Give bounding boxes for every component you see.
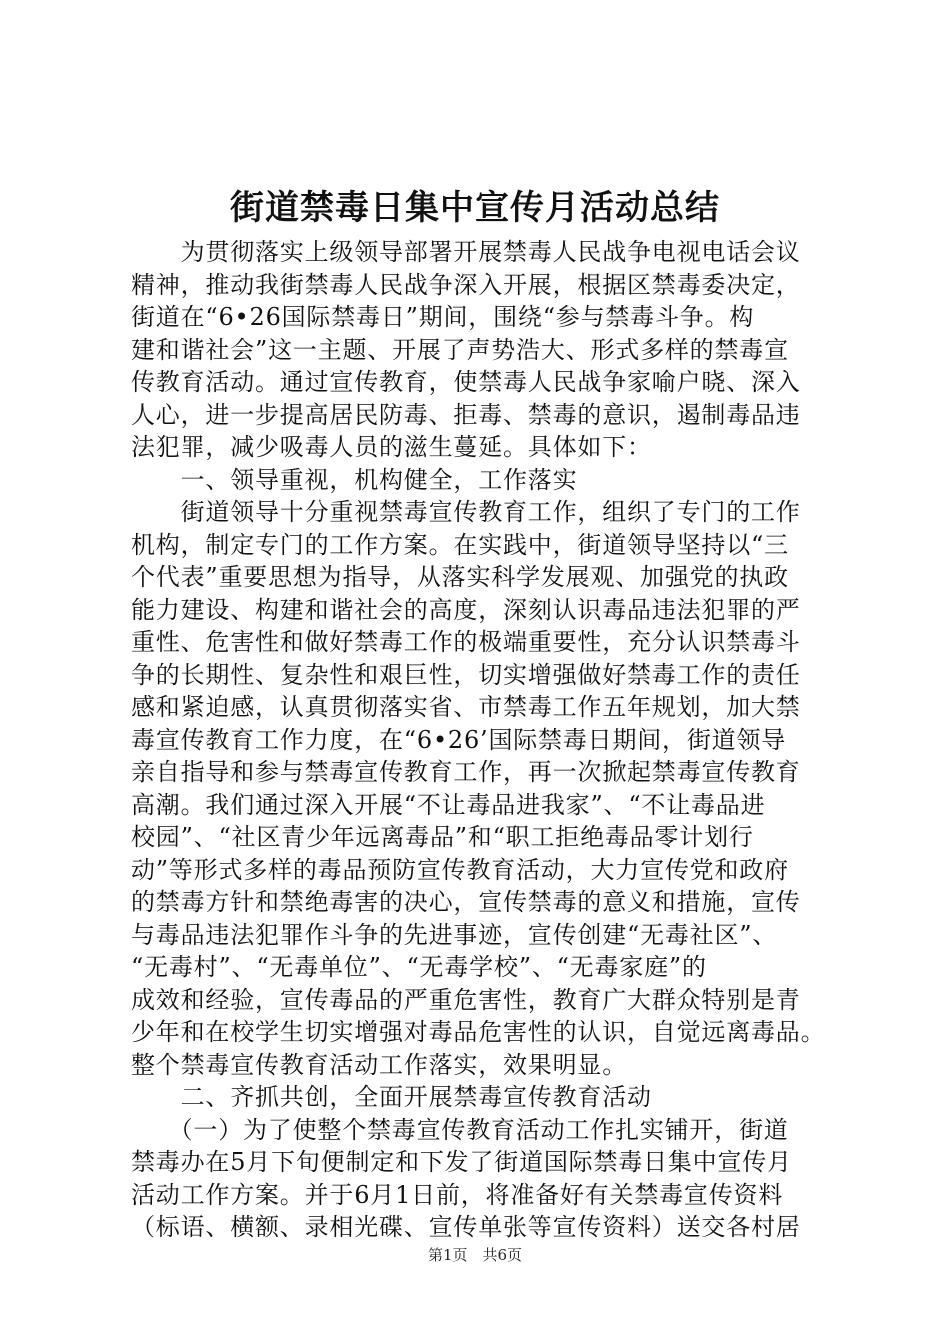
body-line: 亲自指导和参与禁毒宣传教育工作，再一次掀起禁毒宣传教育	[131, 758, 801, 786]
body-line: 少年和在校学生切实增强对毒品危害性的认识，自觉远离毒品。	[131, 1018, 826, 1046]
body-line: 街道领导十分重视禁毒宣传教育工作，组织了专门的工作	[131, 498, 801, 526]
body-line: 争的长期性、复杂性和艰巨性，切实增强做好禁毒工作的责任	[131, 660, 801, 689]
section-heading: 一、领导重视，机构健全，工作落实	[131, 465, 578, 494]
body-line: 传教育活动。通过宣传教育，使禁毒人民战争家喻户晓、深入	[131, 368, 801, 396]
body-line: “无毒村”、“无毒单位”、“无毒学校”、“无毒家庭”的	[131, 953, 707, 981]
body-line: 感和紧迫感，认真贯彻落实省、市禁毒工作五年规划，加大禁	[131, 693, 801, 721]
body-line: 整个禁毒宣传教育活动工作落实，效果明显。	[131, 1050, 627, 1079]
body-line: 动”等形式多样的毒品预防宣传教育活动，大力宣传党和政府	[131, 855, 789, 884]
body-line: 法犯罪，减少吸毒人员的滋生蔓延。具体如下：	[131, 433, 652, 461]
body-line: 重性、危害性和做好禁毒工作的极端重要性，充分认识禁毒斗	[131, 628, 801, 656]
section-heading: 二、齐抓共创，全面开展禁毒宣传教育活动	[131, 1083, 652, 1111]
body-line: 个代表”重要思想为指导，从落实科学发展观、加强党的执政	[131, 563, 789, 591]
body-line: （一）为了使整个禁毒宣传教育活动工作扎实铺开，街道	[131, 1115, 789, 1144]
body-line: 建和谐社会”这一主题、开展了声势浩大、形式多样的禁毒宣	[131, 335, 789, 364]
body-line: 与毒品违法犯罪作斗争的先进事迹，宣传创建“无毒社区”、	[131, 920, 778, 949]
body-line: （标语、横额、录相光碟、宣传单张等宣传资料）送交各村居	[131, 1213, 801, 1241]
body-line: 校园”、“社区青少年远离毒品”和“职工拒绝毒品零计划行	[131, 823, 754, 851]
body-line: 精神，推动我街禁毒人民战争深入开展，根据区禁毒委决定，	[131, 270, 801, 299]
document-title: 街道禁毒日集中宣传月活动总结	[230, 188, 720, 228]
body-line: 能力建设、构建和谐社会的高度，深刻认识毒品违法犯罪的严	[131, 595, 801, 624]
body-line: 街道在“6•26国际禁毒日”期间，围绕“参与禁毒斗争。构	[131, 303, 755, 331]
body-line: 机构，制定专门的工作方案。在实践中，街道领导坚持以“三	[131, 530, 789, 559]
document-body	[131, 236, 831, 1244]
body-line: 高潮。我们通过深入开展“不让毒品进我家”、“不让毒品进	[131, 790, 766, 819]
body-line: 为贯彻落实上级领导部署开展禁毒人民战争电视电话会议	[131, 238, 801, 266]
body-line: 活动工作方案。并于6月1日前，将准备好有关禁毒宣传资料	[131, 1180, 784, 1209]
body-line: 人心，进一步提高居民防毒、拒毒、禁毒的意识，遏制毒品违	[131, 400, 801, 429]
page-footer: 第1页 共6页	[427, 1246, 523, 1264]
body-line: 毒宣传教育工作力度，在“6•26’国际禁毒日期间，街道领导	[131, 725, 787, 754]
body-line: 的禁毒方针和禁绝毒害的决心，宣传禁毒的意义和措施，宣传	[131, 888, 801, 916]
body-line: 成效和经验，宣传毒品的严重危害性，教育广大群众特别是青	[131, 985, 801, 1014]
body-line: 禁毒办在5月下旬便制定和下发了街道国际禁毒日集中宣传月	[131, 1148, 792, 1176]
